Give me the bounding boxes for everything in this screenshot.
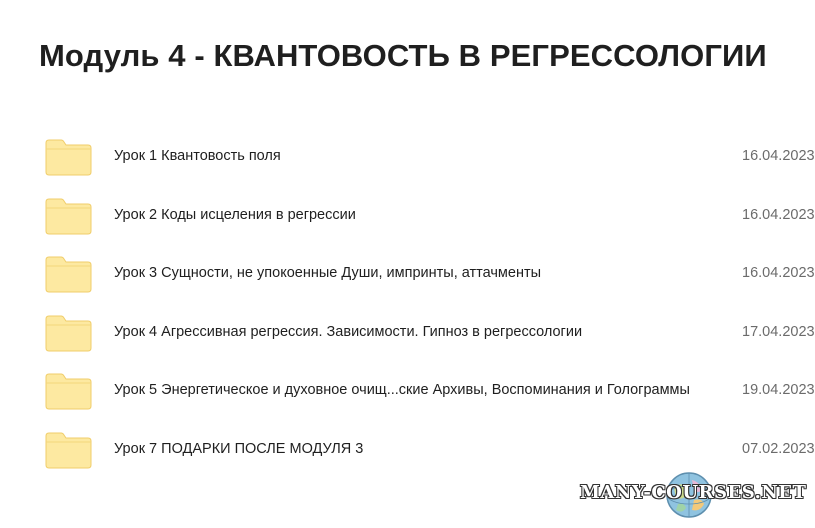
list-item[interactable] (0, 187, 815, 246)
file-name: Урок 3 Сущности, не упокоенные Души, импринты, аттачменты (114, 265, 542, 282)
list-item[interactable] (0, 362, 815, 421)
watermark-text: MANY-COURSES.NET (580, 482, 807, 503)
list-item[interactable] (0, 128, 815, 187)
file-date: 19.04.2023 (742, 382, 815, 399)
page-title: Модуль 4 - КВАНТОВОСТЬ В РЕГРЕССОЛОГИИ (39, 38, 767, 73)
folder-icon (45, 197, 92, 235)
file-name: Урок 7 ПОДАРКИ ПОСЛЕ МОДУЛЯ 3 (114, 440, 364, 457)
file-list (0, 128, 815, 480)
file-date: 16.04.2023 (742, 148, 815, 164)
file-name: Урок 2 Коды исцеления в регрессии (114, 206, 356, 223)
file-date: 16.04.2023 (742, 265, 815, 282)
folder-icon (45, 431, 92, 469)
file-name: Урок 1 Квантовость поля (114, 148, 281, 164)
list-item[interactable] (0, 245, 815, 304)
folder-icon (45, 372, 92, 410)
file-name: Урок 4 Агрессивная регрессия. Зависимости. Гипноз в регрессологии (114, 323, 583, 340)
watermark (578, 468, 807, 524)
list-item[interactable] (0, 304, 815, 363)
folder-icon (45, 314, 92, 352)
file-date: 16.04.2023 (742, 206, 815, 223)
file-name: Урок 5 Энергетическое и духовное очищ...ские Архивы, Воспоминания и Голограммы (114, 382, 690, 399)
folder-icon (45, 255, 92, 293)
file-date: 07.02.2023 (742, 440, 815, 457)
file-date: 17.04.2023 (742, 323, 815, 340)
folder-icon (45, 138, 92, 176)
